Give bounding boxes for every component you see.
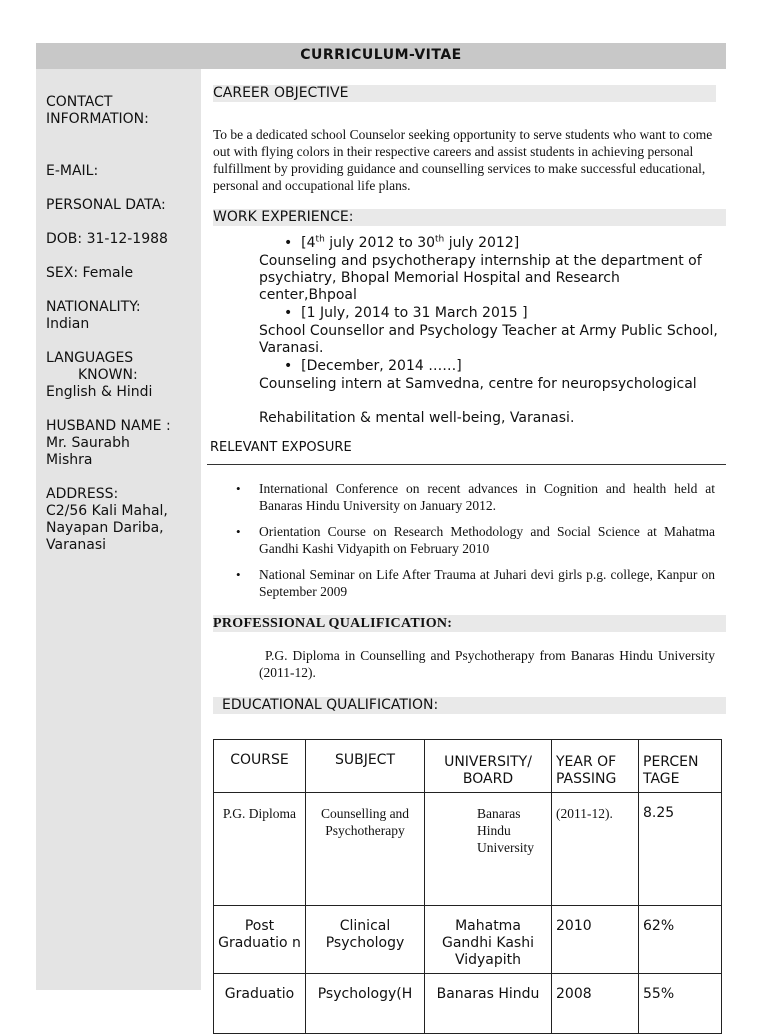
table-row — [214, 906, 722, 974]
address-line1: C2/56 Kali Mahal, — [46, 503, 168, 519]
bullet-icon: • — [284, 358, 302, 374]
work-item3-dates: • [December, 2014 ……] — [284, 358, 462, 374]
header-subject: SUBJECT — [306, 740, 425, 793]
cell-subject: Clinical Psychology — [306, 906, 425, 974]
dob: DOB: 31-12-1988 — [46, 231, 168, 247]
exposure-item: • National Seminar on Life After Trauma at Juhari devi girls p.g. college, Kanpur on September 2009 — [234, 566, 715, 600]
sidebar — [36, 69, 201, 990]
professional-text: P.G. Diploma in Counselling and Psychotherapy from Banaras Hindu University (2011-12). — [259, 648, 715, 680]
sex: SEX: Female — [46, 265, 134, 281]
career-heading: CAREER OBJECTIVE — [213, 85, 716, 102]
header-percentage: PERCEN TAGE — [639, 740, 722, 793]
cell-course: P.G. Diploma — [214, 793, 306, 906]
work-item1-desc: Counseling and psychotherapy internship at the department of psychiatry, Bhopal Memorial Hospital and Research center,Bhpoal — [259, 253, 702, 303]
cell-university: Mahatma Gandhi Kashi Vidyapith — [425, 906, 552, 974]
work-item2-dates: • [1 July, 2014 to 31 March 2015 ] — [284, 305, 528, 321]
work-item1-dates: • [4th july 2012 to 30th july 2012] — [284, 234, 520, 251]
cell-course: Post Graduatio n — [214, 906, 306, 974]
husband-name-line2: Mishra — [46, 452, 93, 468]
header-course: COURSE — [214, 740, 306, 793]
cell-university: Banaras Hindu — [425, 974, 552, 1034]
cv-title: CURRICULUM-VITAE — [36, 43, 726, 69]
header-year: YEAR OF PASSING — [552, 740, 639, 793]
cell-percentage: 55% — [639, 974, 722, 1034]
exposure-item: • Orientation Course on Research Methodology and Social Science at Mahatma Gandhi Kashi Vidyapith on February 2010 — [234, 523, 715, 557]
languages-known-label: KNOWN: — [78, 367, 138, 383]
nationality-value: Indian — [46, 316, 90, 332]
table-row — [214, 974, 722, 1034]
table-row — [214, 793, 722, 906]
exposure-heading: RELEVANT EXPOSURE — [210, 440, 352, 455]
nationality-label: NATIONALITY: — [46, 299, 141, 315]
cell-percentage: 8.25 — [639, 793, 722, 906]
exposure-item: • International Conference on recent advances in Cognition and health held at Banaras Hindu University on January 2012. — [234, 480, 715, 514]
cell-year: (2011-12). — [552, 793, 639, 906]
cell-year: 2008 — [552, 974, 639, 1034]
work-heading: WORK EXPERIENCE: — [213, 209, 726, 226]
cell-subject: Counselling and Psychotherapy — [306, 793, 425, 906]
husband-name-line1: Mr. Saurabh — [46, 435, 130, 451]
table-header-row — [214, 740, 722, 793]
languages-value: English & Hindi — [46, 384, 153, 400]
address-line2: Nayapan Dariba, — [46, 520, 164, 536]
exposure-list — [234, 480, 715, 609]
cell-percentage: 62% — [639, 906, 722, 974]
education-heading: EDUCATIONAL QUALIFICATION: — [213, 697, 726, 714]
career-text: To be a dedicated school Counselor seeking opportunity to serve students who want to come out with flying colors in their respective careers and assist students in achieving personal fulfillment by providing guidance and counselling services to make successful educational, personal and occupational life plans. — [213, 127, 713, 193]
address-label: ADDRESS: — [46, 486, 119, 502]
work-item3-desc1: Counseling intern at Samvedna, centre for neuropsychological — [259, 376, 697, 392]
contact-label: CONTACT INFORMATION: — [46, 94, 149, 127]
cell-subject: Psychology(H — [306, 974, 425, 1034]
bullet-icon: • — [284, 235, 302, 251]
education-table — [213, 739, 722, 1034]
professional-heading: PROFESSIONAL QUALIFICATION: — [213, 615, 726, 632]
work-item3-desc2: Rehabilitation & mental well-being, Varanasi. — [259, 410, 575, 426]
email-label: E-MAIL: — [46, 163, 99, 179]
personal-data-label: PERSONAL DATA: — [46, 197, 166, 213]
cell-university: Banaras Hindu University — [425, 793, 552, 906]
husband-label: HUSBAND NAME : — [46, 418, 171, 434]
bullet-icon: • — [284, 305, 302, 321]
cell-course: Graduatio — [214, 974, 306, 1034]
languages-label: LANGUAGES — [46, 350, 134, 366]
address-line3: Varanasi — [46, 537, 107, 553]
exposure-divider — [207, 464, 726, 465]
cell-year: 2010 — [552, 906, 639, 974]
work-item2-desc: School Counsellor and Psychology Teacher at Army Public School, Varanasi. — [259, 323, 718, 356]
header-university: UNIVERSITY/ BOARD — [425, 740, 552, 793]
